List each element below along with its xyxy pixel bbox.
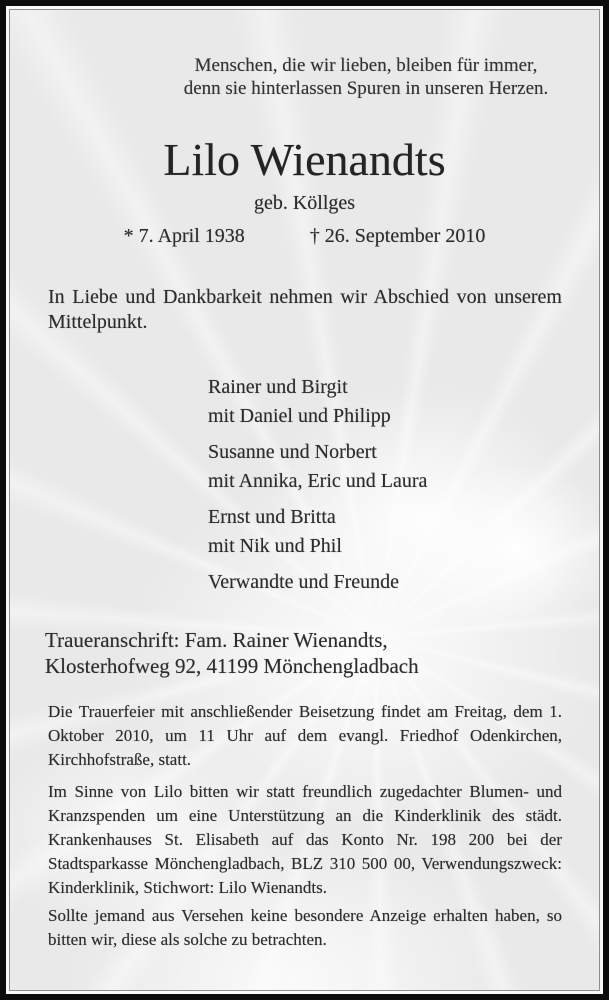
mourner-names: Verwandte und Freunde xyxy=(208,571,400,593)
maiden-name: geb. Köllges xyxy=(253,192,356,214)
funeral-info-paragraph: Die Trauerfeier mit anschließender Beisetzung findet am Freitag, dem 1. Oktober 2010, um 11 Uhr auf dem evangl. Friedhof Odenkirchen, Kirchhofstraße, statt. xyxy=(48,702,562,769)
epigraph-line-2: denn sie hinterlassen Spuren in unseren Herzen. xyxy=(183,78,549,99)
mourning-address xyxy=(45,627,599,679)
mourner-children: mit Annika, Eric und Laura xyxy=(208,470,428,492)
mourner-names: Ernst und Britta xyxy=(208,506,336,528)
donation-info-paragraph: Im Sinne von Lilo bitten wir statt freundlich zugedachter Blumen- und Kranzspenden um eine Unterstützung an die Kinderklinik des städt. Krankenhauses St. Elisabeth auf das Konto Nr. 198 200 bei der Stadtsparkasse Mönchengladbach, BLZ 310 500 00, Verwendungszweck: Kinderklinik, Stichwort: Lilo Wienandts. xyxy=(48,782,562,897)
mourner-children: mit Nik und Phil xyxy=(208,535,342,557)
mourner-group xyxy=(208,503,599,561)
mourner-group xyxy=(208,568,599,597)
mourners-list xyxy=(208,373,599,597)
mourner-group xyxy=(208,438,599,496)
farewell-text: In Liebe und Dankbarkeit nehmen wir Abschied von unserem Mittelpunkt. xyxy=(48,286,562,333)
mourning-address-line-1: Traueranschrift: Fam. Rainer Wienandts, xyxy=(45,628,388,652)
death-date: † 26. September 2010 xyxy=(309,225,486,247)
epigraph-line-1: Menschen, die wir lieben, bleiben für immer, xyxy=(194,55,538,76)
notice-remark-paragraph: Sollte jemand aus Versehen keine besondere Anzeige erhalten haben, so bitten wir, diese als solche zu betrachten. xyxy=(48,906,562,949)
obituary-page xyxy=(9,9,600,991)
birth-date: * 7. April 1938 xyxy=(123,225,245,247)
mourner-group xyxy=(208,373,599,431)
mourner-names: Rainer und Birgit xyxy=(208,376,348,398)
mourner-children: mit Daniel und Philipp xyxy=(208,405,391,427)
epigraph xyxy=(156,54,576,100)
life-dates xyxy=(10,224,599,249)
light-rays-background xyxy=(10,10,599,990)
notice-inner-mat xyxy=(6,6,603,994)
deceased-name: Lilo Wienandts xyxy=(163,134,446,185)
mourner-names: Susanne und Norbert xyxy=(208,441,377,463)
mourning-address-line-2: Klosterhofweg 92, 41199 Mönchengladbach xyxy=(45,654,419,678)
